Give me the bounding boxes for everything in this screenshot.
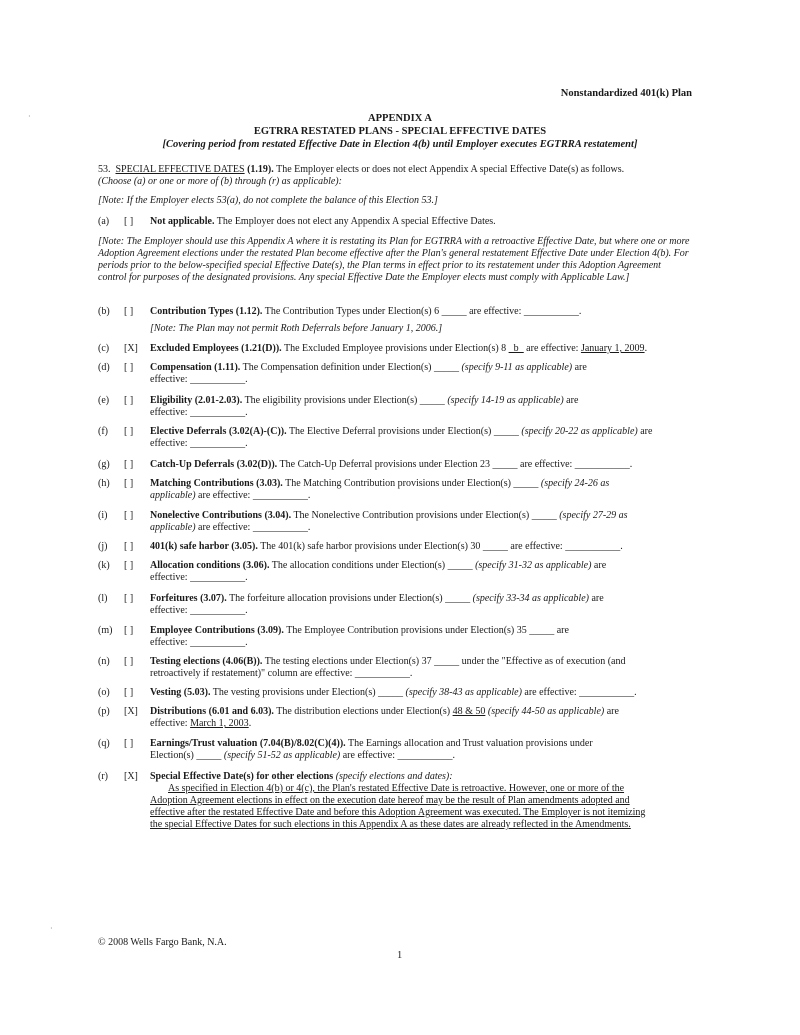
section-heading: SPECIAL EFFECTIVE DATES bbox=[115, 164, 245, 175]
item-text: The forfeiture allocation provisions under Election(s) _____ bbox=[229, 593, 471, 604]
item-text: The Nonelective Contribution provisions under Election(s) _____ bbox=[293, 510, 557, 521]
item-spec: (specify elections and dates): bbox=[335, 771, 453, 782]
item-text: The Employer does not elect any Appendix A special Effective Dates. bbox=[216, 216, 496, 227]
checkbox: [ ] bbox=[124, 510, 134, 521]
checkbox: [ ] bbox=[124, 426, 134, 437]
appendix-subtitle: EGTRRA RESTATED PLANS - SPECIAL EFFECTIVE DATES bbox=[253, 126, 547, 137]
item-title: Excluded Employees (1.21(D)). bbox=[150, 343, 282, 354]
item-label: (d) bbox=[98, 362, 110, 373]
section-53-intro bbox=[98, 164, 690, 188]
item-spec: (specify 9-11 as applicable) bbox=[461, 362, 573, 373]
item-label: (a) bbox=[98, 216, 110, 227]
item-spec: applicable) bbox=[150, 490, 196, 501]
item-text: effective: ___________. bbox=[150, 407, 248, 418]
item-label: (r) bbox=[98, 771, 108, 782]
filled-election: 48 & 50 bbox=[452, 706, 486, 717]
filled-election: _b_ bbox=[508, 343, 524, 354]
item-spec: (specify 51-52 as applicable) bbox=[223, 750, 341, 761]
item-text: . bbox=[248, 718, 252, 729]
item-label: (k) bbox=[98, 560, 110, 571]
item-r-line: As specified in Election 4(b) or 4(c), the Plan's restated Effective Date is retroactive. However, one or more of the bbox=[168, 783, 625, 794]
item-text: Election(s) _____ bbox=[150, 750, 222, 761]
item-label: (m) bbox=[98, 625, 113, 636]
item-text: The Elective Deferral provisions under Election(s) _____ bbox=[288, 426, 519, 437]
item-text: effective: bbox=[150, 718, 188, 729]
item-text: The testing elections under Election(s) 37 _____ under the "Effective as of execution (and bbox=[264, 656, 626, 667]
item-text: effective: ___________. bbox=[150, 637, 248, 648]
checkbox: [ ] bbox=[124, 738, 134, 749]
item-text: effective: ___________. bbox=[150, 438, 248, 449]
item-spec: (specify 20-22 as applicable) bbox=[521, 426, 638, 437]
item-label: (g) bbox=[98, 459, 110, 470]
checkbox: [ ] bbox=[124, 560, 134, 571]
item-r-line: effective after the restated Effective Date and before this Adoption Agreement was executed. The Employer is not itemizing bbox=[150, 807, 646, 818]
item-title: Elective Deferrals (3.02(A)-(C)). bbox=[150, 426, 287, 437]
checkbox: [ ] bbox=[124, 593, 134, 604]
item-text: effective: ___________. bbox=[150, 572, 248, 583]
item-note: [Note: The Plan may not permit Roth Deferrals before January 1, 2006.] bbox=[150, 323, 443, 334]
checkbox: [X] bbox=[124, 706, 138, 717]
item-title: Vesting (5.03). bbox=[150, 687, 211, 698]
item-text: . bbox=[644, 343, 648, 354]
item-title: Allocation conditions (3.06). bbox=[150, 560, 270, 571]
filled-date: March 1, 2003 bbox=[190, 718, 249, 729]
item-title: Matching Contributions (3.03). bbox=[150, 478, 283, 489]
section-note-2: [Note: The Employer should use this Appendix A where it is restating its Plan for EGTRRA with a retroactive Effective Date, but where one or more Adoption Agreement elections under the restated Plan become effective after the Plan's general restatement Effective Date under Election 4(b). For periods prior to the below-specified special Effective Date(s), the Plan terms in effect prior to its restatement under this Adoption Agreement control for purposes of the designated provisions. Any special Effective Date the Employer elects must comply with Applicable Law.] bbox=[98, 236, 690, 283]
item-text: The Compensation definition under Election(s) _____ bbox=[242, 362, 459, 373]
item-spec: (specify 27-29 as bbox=[559, 510, 628, 521]
section-number: 53. bbox=[98, 164, 111, 175]
item-label: (n) bbox=[98, 656, 110, 667]
checkbox: [ ] bbox=[124, 362, 134, 373]
filled-date: January 1, 2009 bbox=[580, 343, 645, 354]
item-title: Distributions (6.01 and 6.03). bbox=[150, 706, 274, 717]
checkbox: [ ] bbox=[124, 656, 134, 667]
item-label: (c) bbox=[98, 343, 110, 354]
item-text: effective: ___________. bbox=[150, 374, 248, 385]
item-r-line: the special Effective Dates for such elections in this Appendix A as these dates are already reflected in the Amendments. bbox=[150, 819, 631, 830]
item-title: Testing elections (4.06(B)). bbox=[150, 656, 263, 667]
item-label: (e) bbox=[98, 395, 110, 406]
item-title: Forfeitures (3.07). bbox=[150, 593, 227, 604]
item-text: The vesting provisions under Election(s) _____ bbox=[212, 687, 404, 698]
checkbox: [ ] bbox=[124, 459, 134, 470]
item-title: Compensation (1.11). bbox=[150, 362, 241, 373]
item-r-line: Adoption Agreement elections in effect on the execution date hereof may be the result of Plan amendments adopted and bbox=[150, 795, 630, 806]
scan-speck: · bbox=[28, 112, 31, 121]
appendix-title: APPENDIX A bbox=[368, 113, 432, 124]
item-title: Not applicable. bbox=[150, 216, 215, 227]
item-title: Contribution Types (1.12). bbox=[150, 306, 263, 317]
page-number: 1 bbox=[397, 950, 403, 961]
item-text: are bbox=[593, 560, 607, 571]
item-title: Nonelective Contributions (3.04). bbox=[150, 510, 292, 521]
item-text: The 401(k) safe harbor provisions under Election(s) 30 _____ are effective: ___________. bbox=[260, 541, 623, 552]
scan-speck: · bbox=[50, 924, 53, 933]
item-title: Special Effective Date(s) for other elections bbox=[150, 771, 334, 782]
checkbox: [ ] bbox=[124, 687, 134, 698]
item-text: retroactively if restatement)" column are effective: ___________. bbox=[150, 668, 413, 679]
item-spec: (specify 33-34 as applicable) bbox=[472, 593, 589, 604]
item-text: The distribution elections under Election(s) bbox=[276, 706, 451, 717]
item-label: (l) bbox=[98, 593, 108, 604]
item-text: The Earnings allocation and Trust valuation provisions under bbox=[347, 738, 593, 749]
checkbox: [ ] bbox=[124, 478, 134, 489]
item-text: are effective: ___________. bbox=[198, 522, 311, 533]
item-label: (f) bbox=[98, 426, 108, 437]
item-text: are effective: bbox=[526, 343, 579, 354]
section-ref: (1.19). bbox=[247, 164, 274, 175]
item-spec: (specify 38-43 as applicable) bbox=[405, 687, 522, 698]
item-label: (h) bbox=[98, 478, 110, 489]
item-text: The eligibility provisions under Election(s) _____ bbox=[244, 395, 445, 406]
item-text: The Excluded Employee provisions under Election(s) 8 bbox=[284, 343, 507, 354]
item-spec: (specify 24-26 as bbox=[540, 478, 610, 489]
item-text: The Contribution Types under Election(s) 6 _____ are effective: ___________. bbox=[264, 306, 582, 317]
item-label: (j) bbox=[98, 541, 108, 552]
section-text: The Employer elects or does not elect Appendix A special Effective Date(s) as follows. bbox=[276, 164, 625, 175]
checkbox: [ ] bbox=[124, 541, 134, 552]
checkbox: [ ] bbox=[124, 216, 134, 227]
item-text: effective: ___________. bbox=[150, 605, 248, 616]
section-note-1: [Note: If the Employer elects 53(a), do not complete the balance of this Election 53.] bbox=[98, 195, 438, 206]
checkbox: [ ] bbox=[124, 625, 134, 636]
item-text: The Matching Contribution provisions under Election(s) _____ bbox=[285, 478, 539, 489]
item-text: are effective: ___________. bbox=[198, 490, 311, 501]
item-spec: (specify 14-19 as applicable) bbox=[447, 395, 564, 406]
appendix-coverage-note: [Covering period from restated Effective Date in Election 4(b) until Employer executes EGTRRA restatement] bbox=[162, 139, 638, 150]
item-spec: applicable) bbox=[150, 522, 196, 533]
item-label: (i) bbox=[98, 510, 108, 521]
item-text: The allocation conditions under Election(s) _____ bbox=[271, 560, 473, 571]
item-title: Earnings/Trust valuation (7.04(B)/8.02(C)(4)). bbox=[150, 738, 346, 749]
item-label: (q) bbox=[98, 738, 110, 749]
item-title: 401(k) safe harbor (3.05). bbox=[150, 541, 258, 552]
checkbox: [X] bbox=[124, 771, 138, 782]
item-text: are bbox=[640, 426, 653, 437]
item-label: (b) bbox=[98, 306, 110, 317]
plan-type-header: Nonstandardized 401(k) Plan bbox=[560, 88, 692, 99]
item-text: are bbox=[566, 395, 579, 406]
item-text: are bbox=[591, 593, 604, 604]
item-text: The Catch-Up Deferral provisions under Election 23 _____ are effective: ___________. bbox=[279, 459, 633, 470]
item-title: Catch-Up Deferrals (3.02(D)). bbox=[150, 459, 278, 470]
item-title: Employee Contributions (3.09). bbox=[150, 625, 284, 636]
checkbox: [ ] bbox=[124, 306, 134, 317]
item-text: are effective: ___________. bbox=[524, 687, 637, 698]
item-text: are bbox=[606, 706, 619, 717]
item-title: Eligibility (2.01-2.03). bbox=[150, 395, 243, 406]
checkbox: [ ] bbox=[124, 395, 134, 406]
copyright-footer: © 2008 Wells Fargo Bank, N.A. bbox=[98, 937, 227, 948]
item-text: The Employee Contribution provisions under Election(s) 35 _____ are bbox=[286, 625, 569, 636]
section-choose: (Choose (a) or one or more of (b) through (r) as applicable): bbox=[98, 176, 342, 187]
item-label: (o) bbox=[98, 687, 110, 698]
checkbox: [X] bbox=[124, 343, 138, 354]
item-spec: (specify 44-50 as applicable) bbox=[487, 706, 605, 717]
item-text: are bbox=[574, 362, 587, 373]
item-label: (p) bbox=[98, 706, 110, 717]
item-text: are effective: ___________. bbox=[342, 750, 456, 761]
item-spec: (specify 31-32 as applicable) bbox=[475, 560, 592, 571]
